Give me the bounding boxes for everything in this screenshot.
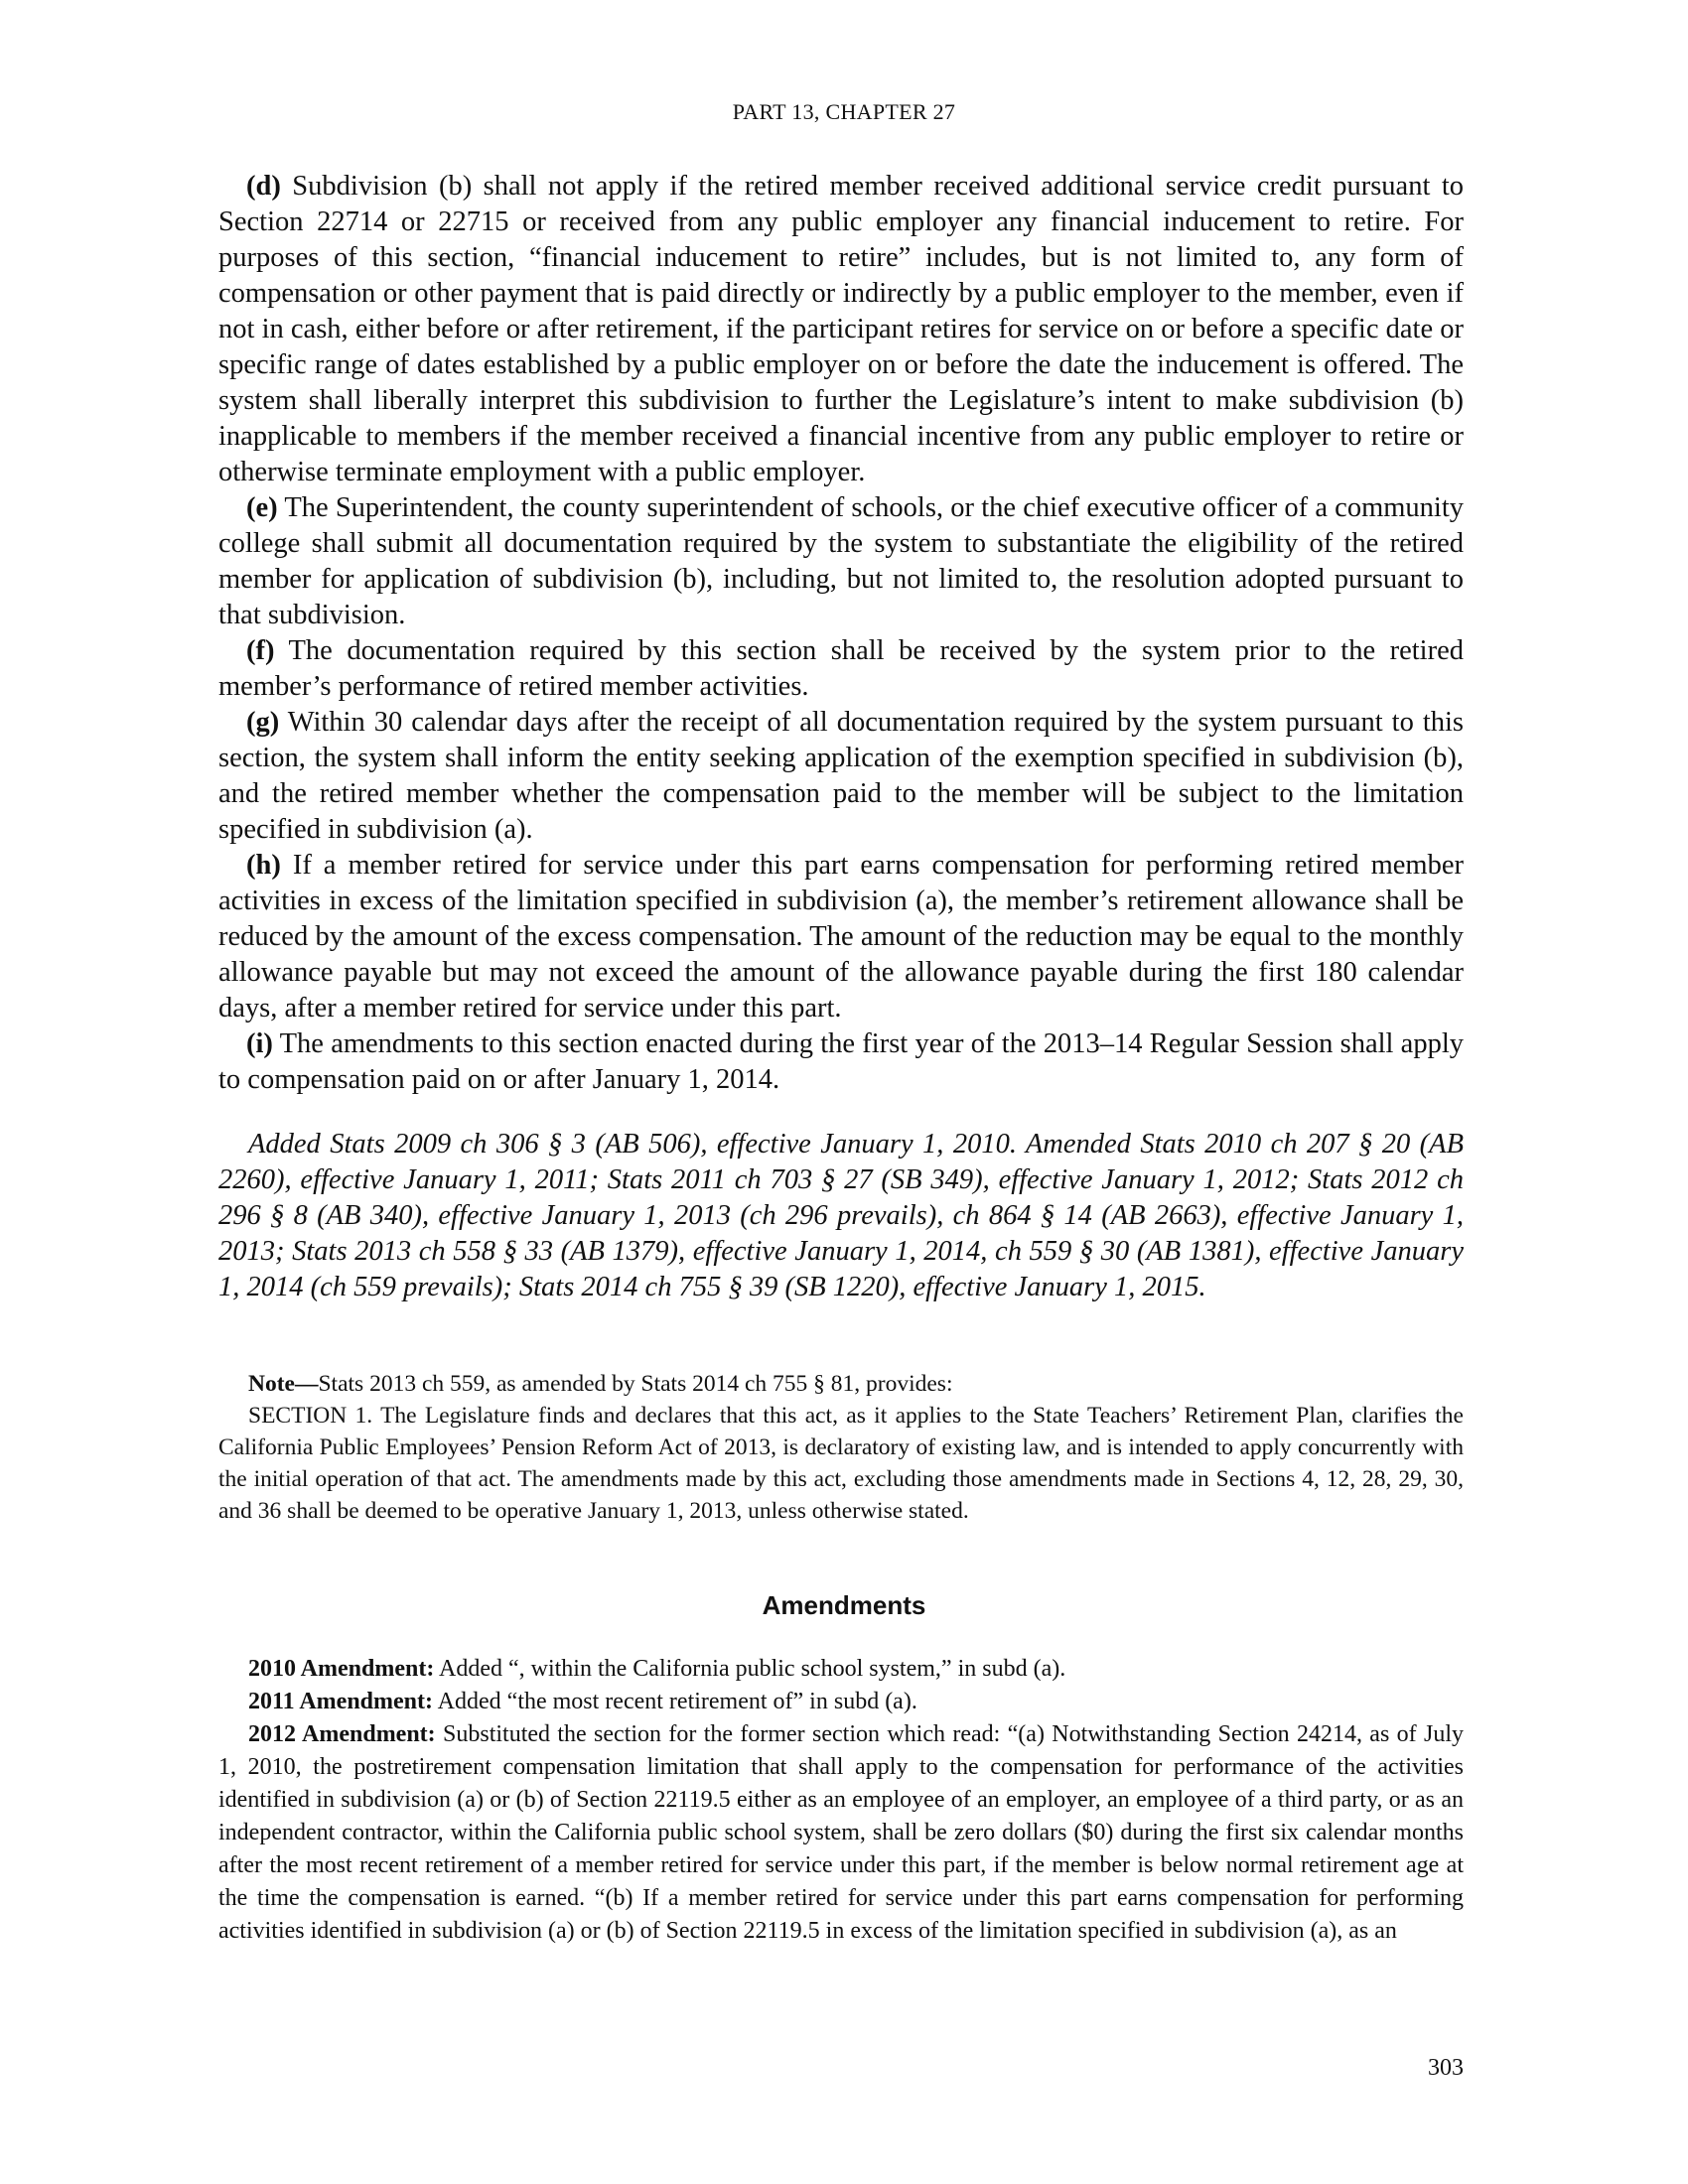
amendment-label: 2012 Amendment: xyxy=(248,1721,436,1747)
running-head: PART 13, CHAPTER 27 xyxy=(732,99,956,124)
subdivision-d xyxy=(218,169,1464,490)
amendment-2011 xyxy=(218,1686,1464,1718)
subdivision-label: (d) xyxy=(246,171,281,202)
subdivision-g xyxy=(218,705,1464,848)
subdivision-text: Within 30 calendar days after the receipt of all documentation required by the system pursuant to this section, the system shall inform the entity seeking application of the exemption specified in subdivision (b), and the retired member whether the compensation paid to the member will be subject to the limitation specified in subdivision (a). xyxy=(218,707,1464,845)
page-number: 303 xyxy=(1428,2055,1464,2081)
amendment-label: 2011 Amendment: xyxy=(248,1689,433,1714)
subdivision-text: If a member retired for service under this part earns compensation for performing retired member activities in excess of the limitation specified in subdivision (a), the member’s retirement allowance shall be reduced by the amount of the excess compensation. The amount of the reduction may be equal to the monthly allowance payable but may not exceed the amount of the allowance payable during the first 180 calendar days, after a member retired for service under this part. xyxy=(218,850,1464,1024)
amendment-text: Added “, within the California public school system,” in subd (a). xyxy=(434,1656,1066,1682)
subdivision-label: (e) xyxy=(246,492,278,523)
subdivision-label: (i) xyxy=(246,1028,273,1059)
amendment-2010 xyxy=(218,1653,1464,1686)
subdivision-text: The amendments to this section enacted during the first year of the 2013–14 Regular Session shall apply to compensation paid on or after January 1, 2014. xyxy=(218,1028,1464,1095)
subdivision-label: (g) xyxy=(246,707,280,738)
subdivision-label: (h) xyxy=(246,850,281,881)
subdivision-f xyxy=(218,633,1464,705)
note-section: SECTION 1. The Legislature finds and declares that this act, as it applies to the State Teachers’ Retirement Plan, clarifies the California Public Employees’ Pension Reform Act of 2013, is declaratory of existing law, and is intended to apply concurrently with the initial operation of that act. The amendments made by this act, excluding those amendments made in Sections 4, 12, 28, 29, 30, and 36 shall be deemed to be operative January 1, 2013, unless otherwise stated. xyxy=(218,1403,1464,1524)
subdivision-text: Subdivision (b) shall not apply if the retired member received additional service credit pursuant to Section 22714 or 22715 or received from any public employer any financial inducement to retire. For purposes of this section, “financial inducement to retire” includes, but is not limited to, any form of compensation or other payment that is paid directly or indirectly by a public employer to the member, even if not in cash, either before or after retirement, if the participant retires for service on or before a specific date or specific range of dates established by a public employer on or before the date the inducement is offered. The system shall liberally interpret this subdivision to further the Legislature’s intent to make subdivision (b) inapplicable to members if the member received a financial incentive from any public employer to retire or otherwise terminate employment with a public employer. xyxy=(218,171,1464,487)
amendments-heading: Amendments xyxy=(762,1590,926,1620)
amendment-text: Added “the most recent retirement of” in subd (a). xyxy=(433,1689,917,1714)
subdivision-e xyxy=(218,490,1464,633)
subdivision-text: The documentation required by this section shall be received by the system prior to the retired member’s performance of retired member activities. xyxy=(218,635,1464,702)
subdivision-text: The Superintendent, the county superintendent of schools, or the chief executive officer of a community college shall submit all documentation required by the system to substantiate the eligibility of the retired member for application of subdivision (b), including, but not limited to, the resolution adopted pursuant to that subdivision. xyxy=(218,492,1464,630)
subdivision-label: (f) xyxy=(246,635,275,666)
subdivision-h xyxy=(218,848,1464,1026)
note-intro-text: Stats 2013 ch 559, as amended by Stats 2014 ch 755 § 81, provides: xyxy=(318,1371,953,1397)
legislative-history: Added Stats 2009 ch 306 § 3 (AB 506), effective January 1, 2010. Amended Stats 2010 ch 207 § 20 (AB 2260), effective January 1, 2011; Stats 2011 ch 703 § 27 (SB 349), effective January 1, 2012; Stats 2012 ch 296 § 8 (AB 340), effective January 1, 2013 (ch 296 prevails), ch 864 § 14 (AB 2663), effective January 1, 2013; Stats 2013 ch 558 § 33 (AB 1379), effective January 1, 2014, ch 559 § 30 (AB 1381), effective January 1, 2014 (ch 559 prevails); Stats 2014 ch 755 § 39 (SB 1220), effective January 1, 2015. xyxy=(218,1129,1464,1302)
note-label: Note— xyxy=(248,1371,319,1397)
note-intro xyxy=(218,1368,1464,1400)
amendment-2012 xyxy=(218,1718,1464,1948)
amendment-text: Substituted the section for the former section which read: “(a) Notwithstanding Section 24214, as of July 1, 2010, the postretirement compensation limitation that shall apply to the compensation for performance of the activities identified in subdivision (a) or (b) of Section 22119.5 either as an employee of an employer, an employee of a third party, or as an independent contractor, within the California public school system, shall be zero dollars ($0) during the first six calendar months after the most recent retirement of a member retired for service under this part, if the member is below normal retirement age at the time the compensation is earned. “(b) If a member retired for service under this part earns compensation for performing activities identified in subdivision (a) or (b) of Section 22119.5 in excess of the limitation specified in subdivision (a), as an xyxy=(218,1721,1464,1944)
note-block xyxy=(218,1368,1464,1527)
amendments-list xyxy=(218,1653,1464,1948)
statute-body xyxy=(218,169,1464,1098)
subdivision-i xyxy=(218,1026,1464,1098)
amendment-label: 2010 Amendment: xyxy=(248,1656,435,1682)
